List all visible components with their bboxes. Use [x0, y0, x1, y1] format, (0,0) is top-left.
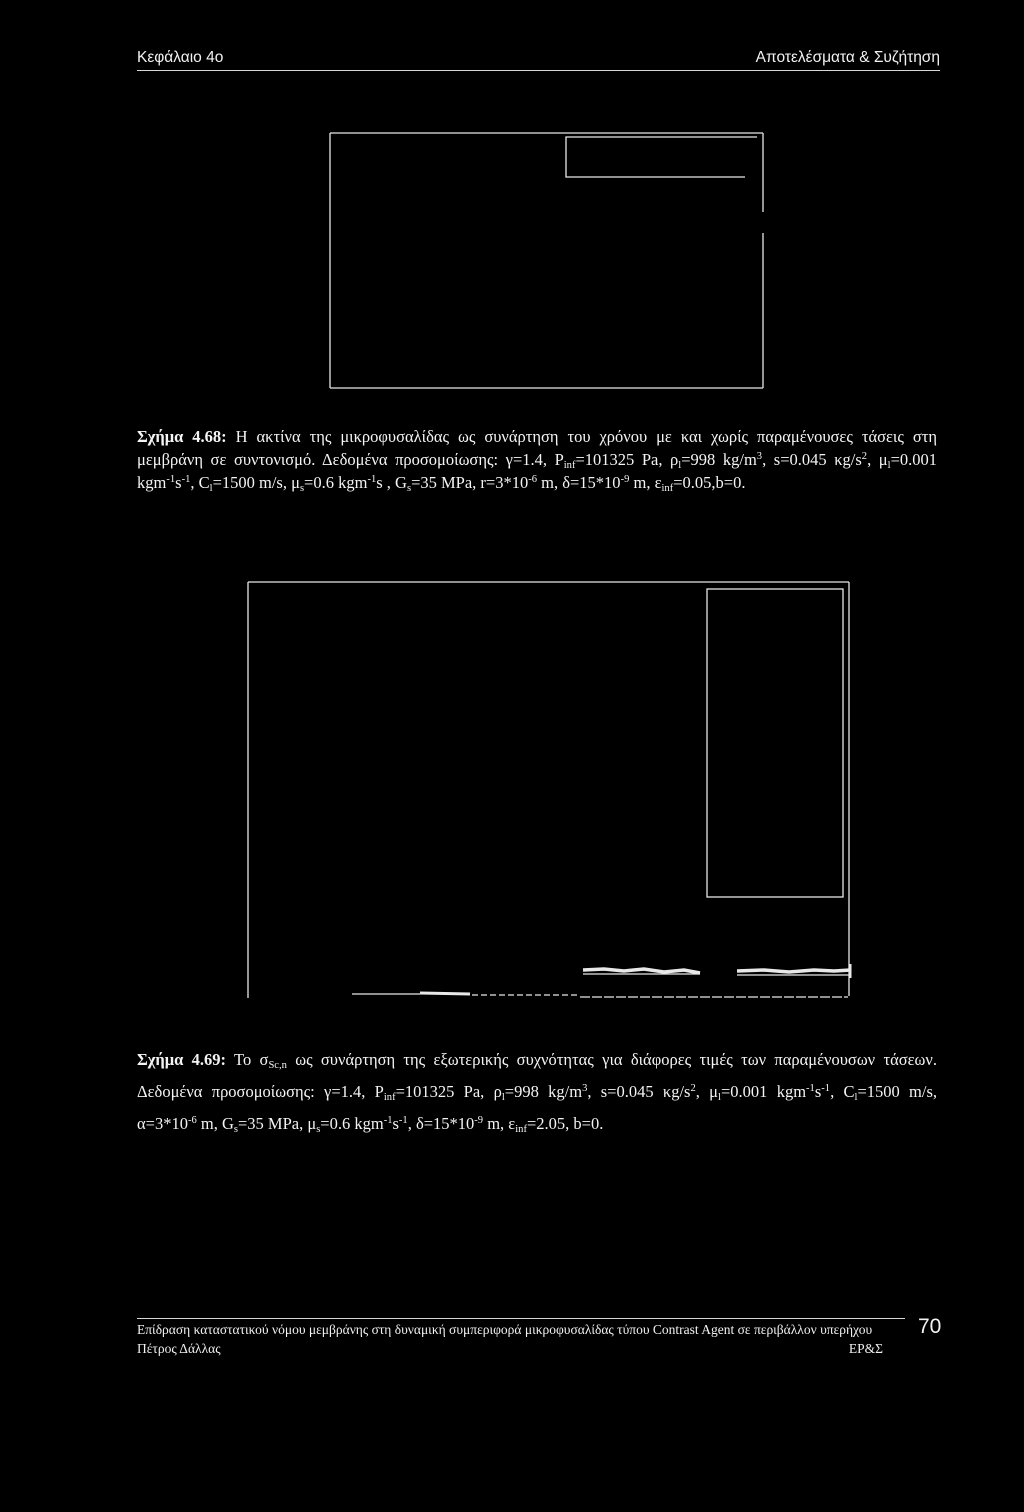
subscript: l: [718, 1092, 721, 1104]
subscript: l: [887, 460, 891, 472]
caption-text-run: m, ε: [483, 1114, 516, 1133]
caption-text-run: =101325 Pa, ρ: [395, 1082, 502, 1101]
superscript: -1: [181, 474, 191, 486]
caption-line: [137, 1044, 937, 1076]
caption-text-run: =998 kg/m: [504, 1082, 583, 1101]
subscript: s: [406, 483, 412, 495]
subscript: inf: [563, 460, 576, 472]
figure-4-69-plot: [244, 578, 856, 1002]
figure-4-69-caption: [137, 1044, 937, 1140]
caption-text-run: , C: [190, 473, 210, 492]
subscript: inf: [383, 1092, 396, 1104]
caption-text-run: kgm: [137, 473, 167, 492]
superscript: 2: [861, 451, 868, 463]
caption-text-run: , s=0.045 κg/s: [587, 1082, 691, 1101]
legend-box: [707, 589, 843, 897]
subscript: l: [501, 1092, 505, 1104]
caption-text-run: =998 kg/m: [681, 450, 757, 469]
caption-line: [137, 1108, 937, 1140]
header-rule: [137, 70, 940, 71]
superscript: -9: [474, 1115, 484, 1127]
subscript: inf: [515, 1124, 527, 1136]
caption-text-run: , μ: [695, 1082, 719, 1101]
caption-text-run: , μ: [867, 450, 888, 469]
data-curve: [737, 970, 851, 972]
caption-text-run: s: [814, 1082, 822, 1101]
caption-text-run: =1500 m/s, μ: [212, 473, 300, 492]
caption-text-run: =101325 Pa, ρ: [575, 450, 679, 469]
figure-4-68-plot: [326, 129, 768, 393]
caption-text-run: Δεδομένα προσομοίωσης: γ=1.4, P: [137, 1082, 384, 1101]
superscript: -1: [806, 1083, 815, 1095]
subscript: s: [233, 1124, 238, 1136]
caption-line: [137, 448, 937, 471]
caption-text-run: m, G: [196, 1114, 234, 1133]
data-curve: [583, 969, 700, 973]
subscript: inf: [661, 483, 674, 495]
caption-text-run: =0.001 kgm: [720, 1082, 807, 1101]
subscript: s: [316, 1124, 321, 1136]
caption-text-run: s , G: [376, 473, 407, 492]
subscript: s: [299, 483, 305, 495]
caption-text-run: =2.05, b=0.: [526, 1114, 604, 1133]
figure-label: Σχήμα 4.69:: [137, 1050, 227, 1069]
caption-text-run: s: [175, 473, 182, 492]
caption-line: [137, 425, 937, 448]
superscript: -1: [821, 1083, 831, 1095]
figure-4-68-caption: [137, 425, 937, 494]
caption-text-run: , C: [830, 1082, 855, 1101]
running-header-chapter: Κεφάλαιο 4ο: [137, 49, 224, 66]
caption-text-run: μεμβράνη σε συντονισμό. Δεδομένα προσομοίωσης: γ=1.4, P: [137, 450, 564, 469]
superscript: -1: [383, 1115, 393, 1127]
caption-text-run: , s=0.045 κg/s: [762, 450, 862, 469]
page-number: 70: [918, 1315, 942, 1338]
caption-text-run: α=3*10: [137, 1114, 188, 1133]
caption-text-run: =0.05,b=0.: [673, 473, 746, 492]
superscript: -6: [187, 1115, 197, 1127]
superscript: -9: [620, 474, 630, 486]
subscript: l: [209, 483, 213, 495]
superscript: -6: [528, 474, 538, 486]
caption-text-run: Η ακτίνα της μικροφυσαλίδας ως συνάρτηση του χρόνου με και χωρίς παραμένουσες τάσεις στη: [226, 427, 937, 446]
subscript: Sc,n: [268, 1060, 287, 1072]
caption-text-run: =35 MPa, μ: [237, 1114, 317, 1133]
subscript: l: [678, 460, 682, 472]
figure-label: Σχήμα 4.68:: [137, 427, 227, 446]
caption-line: [137, 1076, 937, 1108]
running-header-section: Αποτελέσματα & Συζήτηση: [755, 49, 940, 66]
superscript: 2: [690, 1083, 696, 1095]
legend-box: [566, 137, 757, 177]
caption-text-run: Το σ: [226, 1050, 269, 1069]
caption-text-run: =0.001: [890, 450, 937, 469]
footer-thesis-title: Επίδραση καταστατικού νόμου μεμβράνης στη δυναμική συμπεριφορά μικροφυσαλίδας τύπου Contrast Agent σε περιβάλλον υπερήχου: [137, 1322, 873, 1337]
caption-text-run: m, ε: [629, 473, 662, 492]
caption-text-run: ως συνάρτηση της εξωτερικής συχνότητας για διάφορες τιμές των παραμένουσων τάσεων.: [286, 1050, 937, 1069]
caption-text-run: s: [392, 1114, 399, 1133]
caption-text-run: m, δ=15*10: [537, 473, 621, 492]
superscript: 3: [756, 451, 763, 463]
caption-text-run: =0.6 kgm: [320, 1114, 384, 1133]
plot-axis-bottom: [420, 993, 470, 994]
superscript: -1: [166, 474, 176, 486]
caption-text-run: =35 MPa, r=3*10: [411, 473, 529, 492]
caption-text-run: =1500 m/s,: [857, 1082, 938, 1101]
caption-line: [137, 471, 937, 494]
superscript: -1: [398, 1115, 408, 1127]
caption-text-run: , δ=15*10: [407, 1114, 475, 1133]
footer-rule: [137, 1318, 905, 1319]
subscript: l: [854, 1092, 858, 1104]
caption-text-run: =0.6 kgm: [304, 473, 368, 492]
footer-author: Πέτρος Δάλλας: [137, 1341, 221, 1356]
superscript: -1: [367, 474, 377, 486]
footer-organization: ΕΡ&Σ: [848, 1341, 883, 1356]
superscript: 3: [582, 1083, 588, 1095]
